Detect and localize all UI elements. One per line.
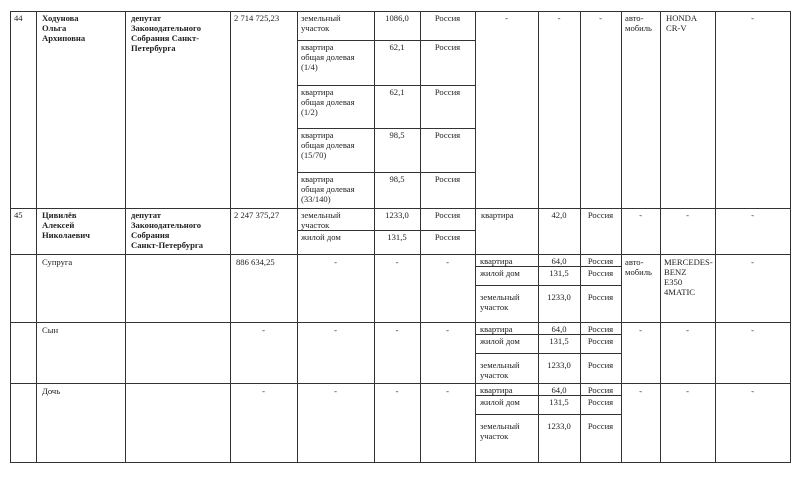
owned-object-type: участок (301, 23, 330, 33)
income-value: 2 714 725,23 (234, 13, 280, 23)
vehicle-model: HONDA (666, 13, 698, 23)
used-object-country: - (599, 13, 602, 23)
table-grid-line (10, 254, 791, 255)
vehicle-type: мобиль (625, 23, 652, 33)
owned-object-type: квартира (301, 42, 334, 52)
used-object-area: - (557, 13, 561, 23)
table-grid-line (10, 462, 791, 463)
owned-object-type: (33/140) (301, 194, 331, 204)
table-grid-line (475, 11, 476, 463)
relative-name: Дочь (42, 386, 61, 396)
owned-object-type: (15/70) (301, 150, 327, 160)
owned-object-area: 62,1 (389, 42, 405, 52)
table-grid-line (538, 11, 539, 463)
table-grid-line (475, 353, 622, 354)
owned-object-country: Россия (434, 210, 461, 220)
owned-object-area: 1233,0 (385, 210, 409, 220)
used-object-area: 1233,0 (547, 360, 571, 370)
owned-object-area: 62,1 (389, 87, 405, 97)
used-object-area: 1233,0 (547, 292, 571, 302)
used-object-type: жилой дом (480, 268, 520, 278)
owned-object-area: 98,5 (389, 130, 405, 140)
table-grid-line (125, 11, 126, 463)
owned-object-type: - (334, 386, 337, 396)
income-value: 886 634,25 (236, 257, 275, 267)
used-object-type: квартира (481, 210, 514, 220)
used-object-area: 131,5 (549, 268, 569, 278)
declarant-position: Собрания Санкт- (131, 33, 200, 43)
relative-name: Супруга (42, 257, 73, 267)
table-grid-line (297, 128, 476, 129)
used-object-type: участок (480, 302, 509, 312)
used-object-type: - (505, 13, 508, 23)
owned-object-type: - (334, 257, 337, 267)
table-grid-line (297, 85, 476, 86)
vehicle-type: - (639, 210, 642, 220)
owned-object-country: Россия (434, 13, 461, 23)
table-grid-line (475, 395, 622, 396)
used-object-type: участок (480, 431, 509, 441)
vehicle-type: - (639, 386, 642, 396)
vehicle-model: 4MATIC (664, 287, 696, 297)
owned-object-area: - (395, 386, 399, 396)
used-object-country: Россия (587, 268, 614, 278)
used-object-country: Россия (587, 421, 614, 431)
vehicle-model: - (686, 325, 689, 335)
vehicle-model: E350 (664, 277, 683, 287)
table-grid-line (475, 414, 622, 415)
used-object-type: квартира (480, 385, 513, 395)
used-object-area: 131,5 (549, 397, 569, 407)
income-value: 2 247 375,27 (234, 210, 280, 220)
owned-object-country: Россия (434, 42, 461, 52)
declarant-position: Законодательного (131, 220, 202, 230)
declarant-name: Ольга (42, 23, 67, 33)
table-grid-line (10, 11, 11, 463)
declarant-name: Архиповна (42, 33, 86, 43)
row-number: 45 (14, 210, 23, 220)
declarant-name: Ходунова (42, 13, 79, 23)
used-object-type: квартира (480, 324, 513, 334)
declarant-position: депутат (131, 13, 162, 23)
owned-object-country: Россия (434, 174, 461, 184)
row-number: 44 (14, 13, 23, 23)
owned-object-area: - (395, 325, 399, 335)
used-object-type: земельный (480, 360, 520, 370)
owned-object-country: Россия (434, 232, 461, 242)
owned-object-type: участок (301, 220, 330, 230)
used-object-country: Россия (587, 360, 614, 370)
used-object-area: 42,0 (551, 210, 567, 220)
table-grid-line (10, 322, 791, 323)
vehicle-model: CR-V (666, 23, 687, 33)
owned-object-type: общая долевая (301, 184, 355, 194)
vehicle-model: - (686, 386, 689, 396)
owned-object-type: - (334, 325, 337, 335)
used-object-type: жилой дом (480, 336, 520, 346)
owned-object-type: (1/2) (301, 107, 318, 117)
owned-object-country: - (446, 386, 449, 396)
table-grid-line (475, 266, 622, 267)
owned-object-country: - (446, 257, 449, 267)
vehicle-type: авто- (625, 13, 644, 23)
income-value: - (262, 325, 265, 335)
used-object-country: Россия (587, 292, 614, 302)
table-grid-line (580, 11, 581, 463)
deals-value: - (751, 257, 754, 267)
used-object-country: Россия (587, 210, 614, 220)
owned-object-country: Россия (434, 87, 461, 97)
vehicle-type: авто- (625, 257, 644, 267)
used-object-country: Россия (587, 336, 614, 346)
used-object-country: Россия (587, 256, 614, 266)
declarant-position: Петербурга (131, 43, 176, 53)
table-grid-line (475, 285, 622, 286)
table-grid-line (297, 172, 476, 173)
owned-object-type: квартира (301, 174, 334, 184)
table-grid-line (790, 11, 791, 463)
table-grid-line (475, 334, 622, 335)
owned-object-area: 131,5 (387, 232, 407, 242)
owned-object-area: 98,5 (389, 174, 405, 184)
used-object-area: 131,5 (549, 336, 569, 346)
deals-value: - (751, 13, 754, 23)
declarant-position: Собрания (131, 230, 170, 240)
used-object-area: 1233,0 (547, 421, 571, 431)
vehicle-type: мобиль (625, 267, 652, 277)
declarant-name: Цивилёв (42, 210, 77, 220)
used-object-country: Россия (587, 397, 614, 407)
used-object-type: земельный (480, 292, 520, 302)
owned-object-type: квартира (301, 130, 334, 140)
relative-name: Сын (42, 325, 59, 335)
declarant-position: Санкт-Петербурга (131, 240, 204, 250)
owned-object-type: квартира (301, 87, 334, 97)
owned-object-country: Россия (434, 130, 461, 140)
table-grid-line (10, 11, 791, 12)
used-object-area: 64,0 (551, 324, 567, 334)
used-object-type: земельный (480, 421, 520, 431)
owned-object-type: (1/4) (301, 62, 318, 72)
table-grid-line (297, 40, 476, 41)
deals-value: - (751, 210, 754, 220)
declarant-name: Алексей (42, 220, 75, 230)
used-object-area: 64,0 (551, 256, 567, 266)
table-grid-line (297, 230, 476, 231)
deals-value: - (751, 325, 754, 335)
used-object-type: жилой дом (480, 397, 520, 407)
declarant-position: депутат (131, 210, 162, 220)
used-object-country: Россия (587, 385, 614, 395)
owned-object-country: - (446, 325, 449, 335)
vehicle-type: - (639, 325, 642, 335)
vehicle-model: MERCEDES- (664, 257, 713, 267)
owned-object-type: жилой дом (301, 232, 341, 242)
income-value: - (262, 386, 265, 396)
declarant-position: Законодательного (131, 23, 202, 33)
deals-value: - (751, 386, 754, 396)
table-grid-line (10, 383, 791, 384)
declarant-name: Николаевич (42, 230, 91, 240)
used-object-type: участок (480, 370, 509, 380)
used-object-type: квартира (480, 256, 513, 266)
used-object-country: Россия (587, 324, 614, 334)
used-object-area: 64,0 (551, 385, 567, 395)
table-grid-line (10, 208, 791, 209)
owned-object-type: общая долевая (301, 97, 355, 107)
vehicle-model: BENZ (664, 267, 687, 277)
owned-object-area: 1086,0 (385, 13, 409, 23)
owned-object-type: общая долевая (301, 52, 355, 62)
table-grid-line (36, 11, 37, 463)
vehicle-model: - (686, 210, 689, 220)
owned-object-type: земельный (301, 13, 341, 23)
owned-object-type: земельный (301, 210, 341, 220)
owned-object-area: - (395, 257, 399, 267)
owned-object-type: общая долевая (301, 140, 355, 150)
